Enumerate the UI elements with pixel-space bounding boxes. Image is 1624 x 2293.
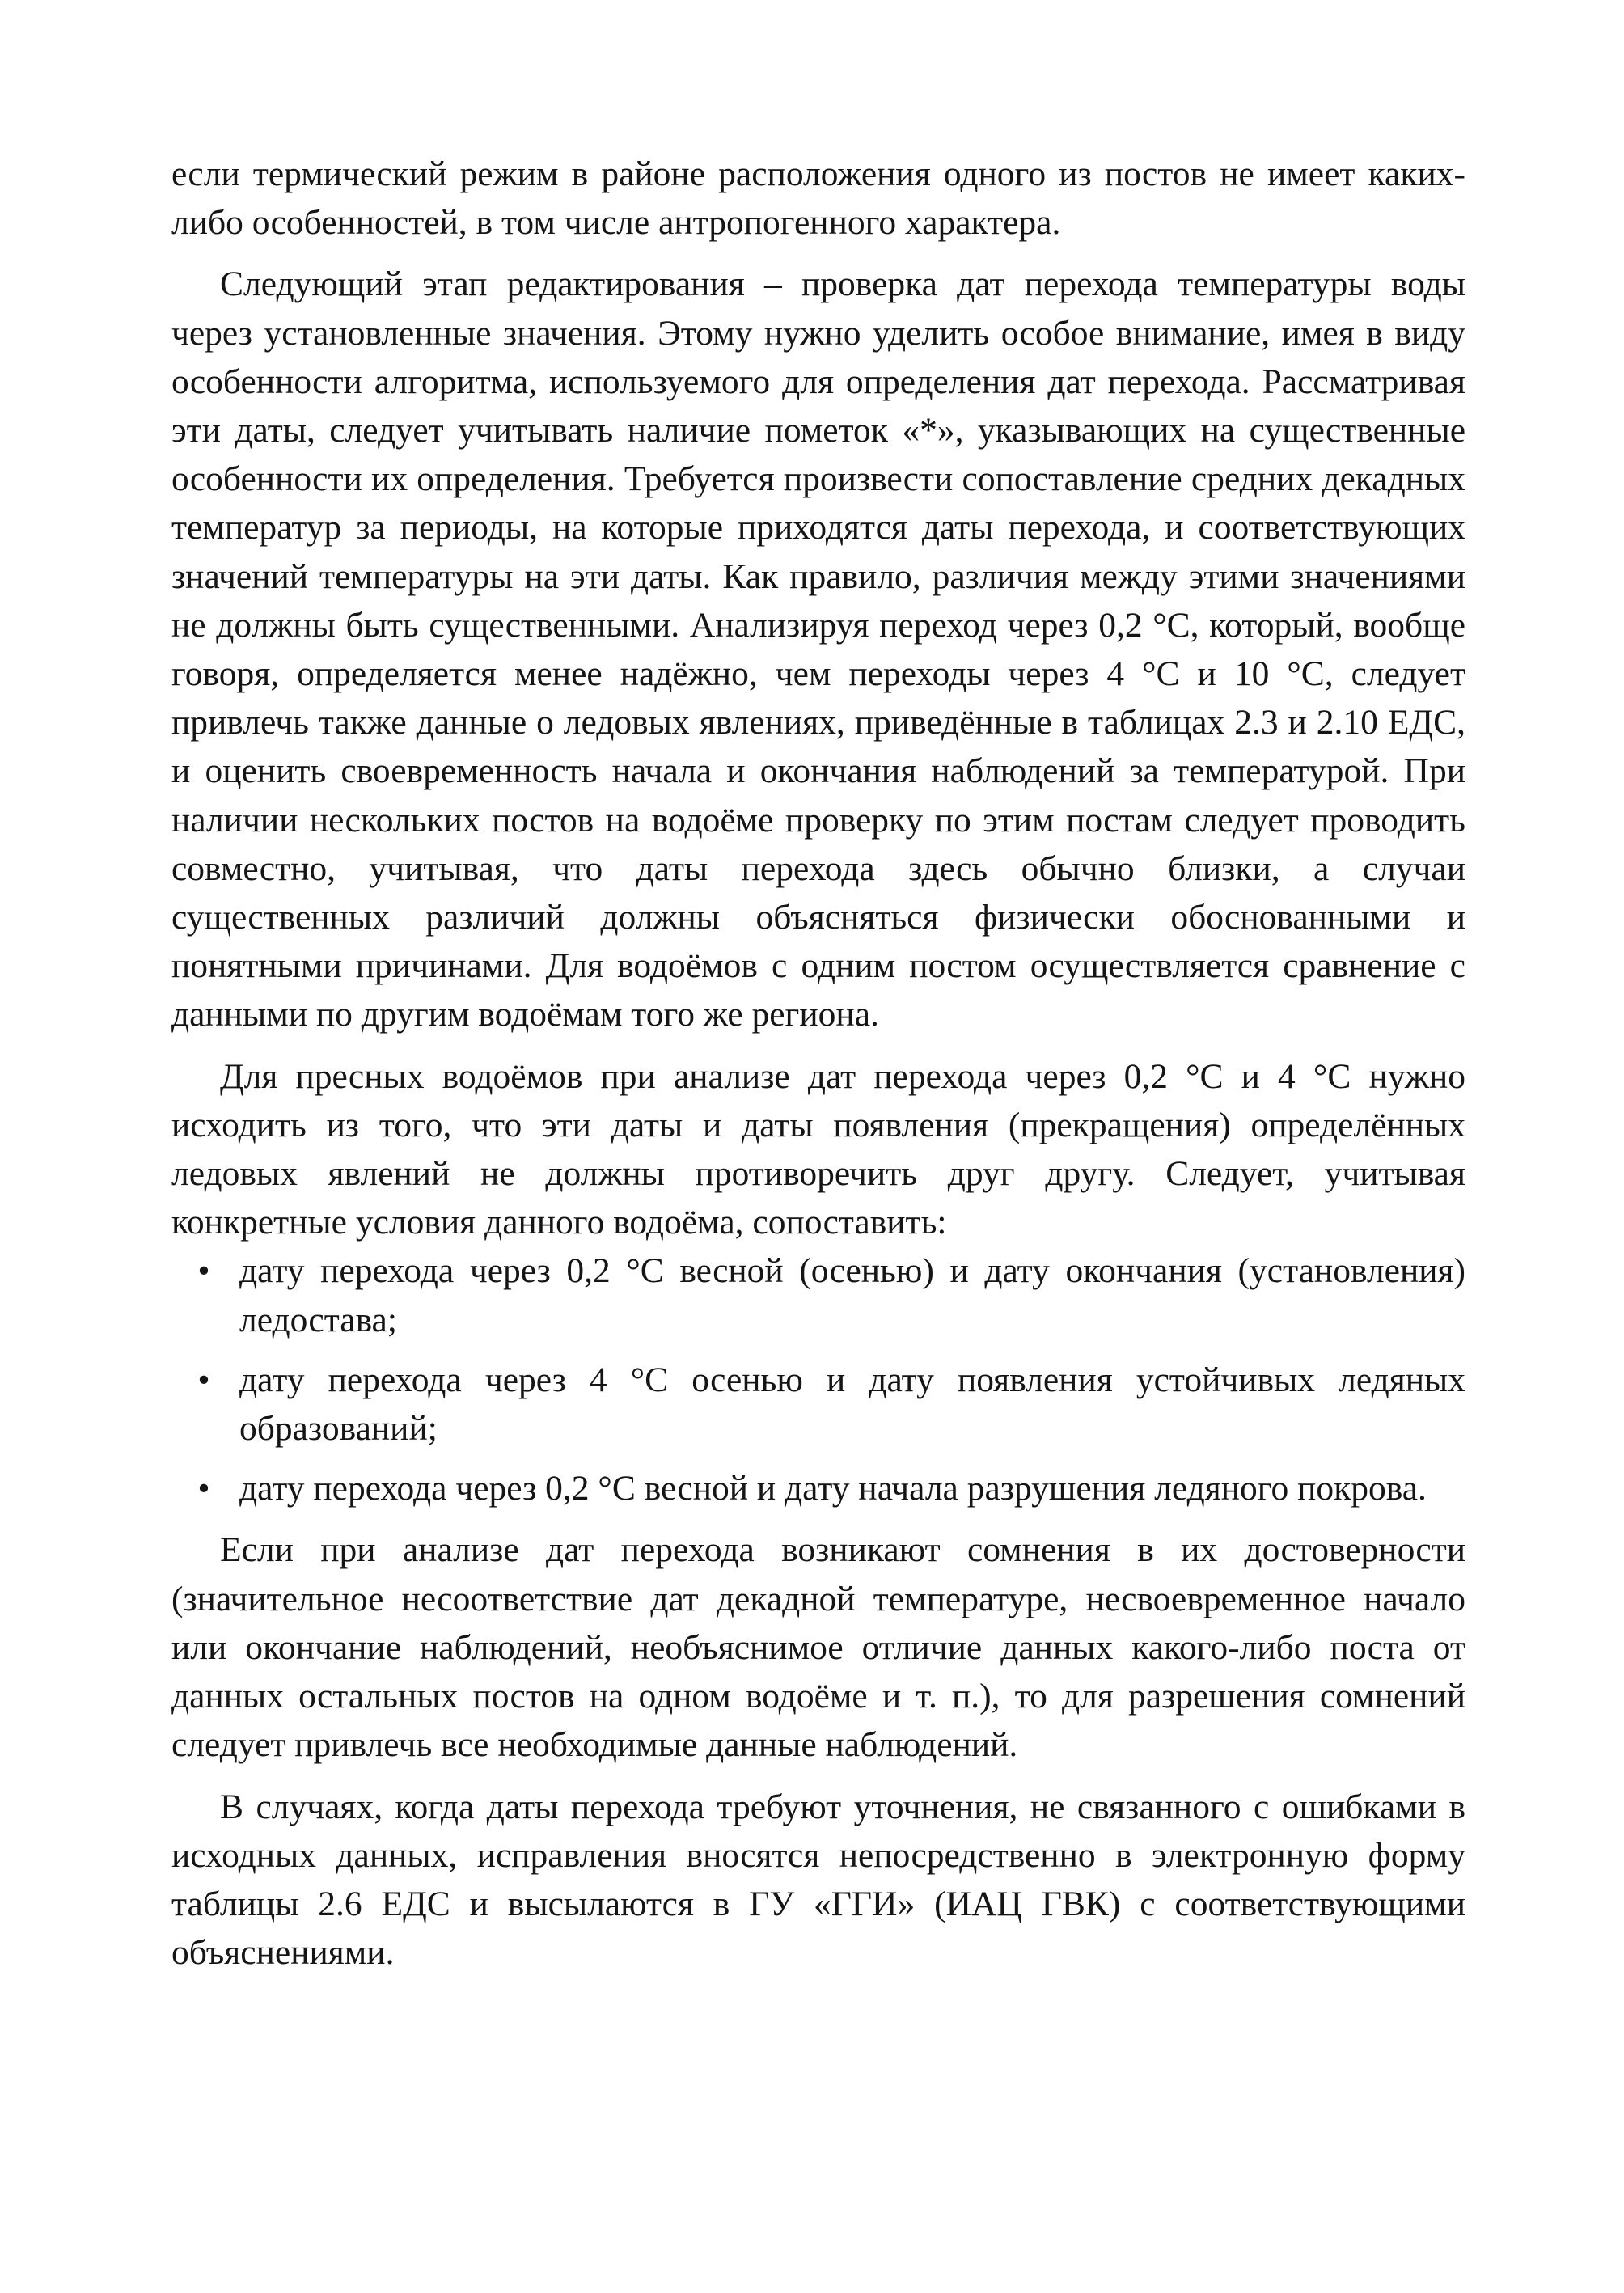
bullet-marker: •: [197, 1251, 210, 1291]
bullet-marker: •: [197, 1469, 210, 1508]
bullet-marker: •: [197, 1360, 210, 1399]
bullet-item-text: дату перехода через 0,2 °С весной и дату начала разрушения ледяного покрова.: [239, 1469, 1427, 1508]
paragraph-fresh-water-bodies: Для пресных водоёмов при анализе дат перехода через 0,2 °С и 4 °С нужно исходить из того, что эти даты и даты появления (прекращения) определённых ледовых явлений не должны противоречить друг другу. Следует, учитывая конкретные условия данного водоёма, сопоставить:: [171, 1056, 1465, 1242]
paragraph-doubts-resolution: Если при анализе дат перехода возникают сомнения в их достоверности (значительное несоответствие дат декадной температуре, несвоевременное начало или окончание наблюдений, необъяснимое отличие данных какого-либо поста от данных остальных постов на одном водоёме и т. п.), то для разрешения сомнений следует привлечь все необходимые данные наблюдений.: [171, 1530, 1465, 1765]
paragraph-corrections-submission: В случаях, когда даты перехода требуют уточнения, не связанного с ошибками в исходных данных, исправления вносятся непосредственно в электронную форму таблицы 2.6 ЕДС и высылаются в ГУ «ГГИ» (ИАЦ ГВК) с соответствующими объяснениями.: [171, 1787, 1465, 1973]
bullet-item-ice-formation: [171, 1356, 1465, 1453]
bullet-item-text: дату перехода через 0,2 °С весной (осенью) и дату окончания (установления) ледостава;: [239, 1251, 1465, 1339]
paragraph-transition-dates-check: Следующий этап редактирования – проверка дат перехода температуры воды через установленные значения. Этому нужно уделить особое внимание, имея в виду особенности алгоритма, используемого для определения дат перехода. Рассматривая эти даты, следует учитывать наличие пометок «*», указывающих на существенные особенности их определения. Требуется произвести сопоставление средних декадных температур за периоды, на которые приходятся даты перехода, и соответствующих значений температуры на эти даты. Как правило, различия между этими значениями не должны быть существенными. Анализируя переход через 0,2 °С, который, вообще говоря, определяется менее надёжно, чем переходы через 4 °С и 10 °С, следует привлечь также данные о ледовых явлениях, приведённые в таблицах 2.3 и 2.10 ЕДС, и оценить своевременность начала и окончания наблюдений за температурой. При наличии нескольких постов на водоёме проверку по этим постам следует проводить совместно, учитывая, что даты перехода здесь обычно близки, а случаи существенных различий должны объясняться физически обоснованными и понятными причинами. Для водоёмов с одним постом осуществляется сравнение с данными по другим водоёмам того же региона.: [171, 264, 1465, 1034]
bullet-item-ice-breakup: [171, 1464, 1465, 1512]
bullet-item-freeze-up: [171, 1246, 1465, 1343]
paragraph-continuation: если термический режим в районе расположения одного из постов не имеет каких-либо особенностей, в том числе антропогенного характера.: [171, 154, 1465, 243]
document-page: [171, 150, 1465, 1977]
comparison-bullet-list: [171, 1246, 1465, 1512]
bullet-item-text: дату перехода через 4 °С осенью и дату появления устойчивых ледяных образований;: [239, 1360, 1465, 1449]
